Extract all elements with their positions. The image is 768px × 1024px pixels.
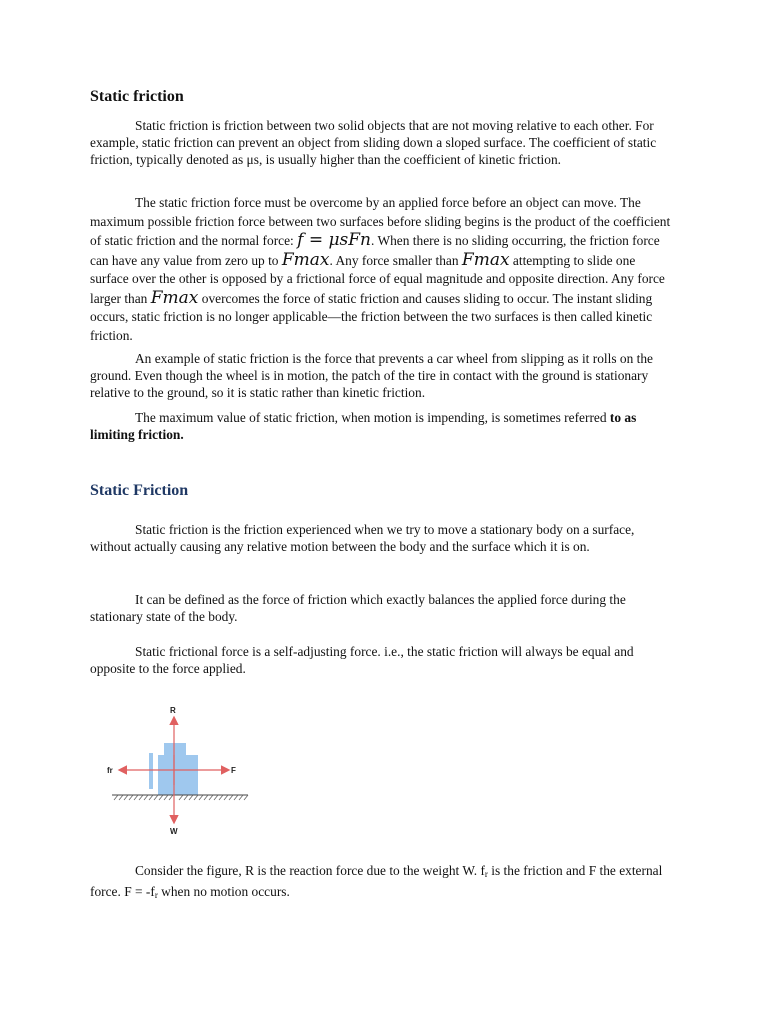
label-F: F	[231, 766, 236, 775]
paragraph-8	[90, 862, 675, 904]
section-title-static-friction: Static friction	[90, 88, 184, 105]
paragraph-1-text: Static friction is friction between two solid objects that are not moving relative to each other. For example, static friction can prevent an object from sliding down a sloped surface. The coefficient of static friction, typically denoted as μs, is usually higher than the coefficient of kinetic friction.	[90, 118, 657, 167]
block-left-bar	[149, 753, 153, 789]
paragraph-5	[90, 521, 675, 555]
ground-hatching	[114, 795, 248, 800]
paragraph-4-bold: to as limiting friction.	[90, 410, 637, 442]
section-title-static-friction-2: Static Friction	[90, 482, 189, 499]
subscript-r-1: r	[484, 869, 488, 879]
paragraph-6	[90, 591, 675, 625]
paragraph-3	[90, 350, 675, 401]
paragraph-2-text-e: overcomes the force of static friction and causes sliding to occur. The instant sliding occurs, static friction is no longer applicable—the friction between the two surfaces is then called kinetic friction.	[90, 290, 653, 343]
paragraph-2-text-c: . Any force smaller than	[329, 252, 459, 268]
paragraph-2-text-d: attempting to slide one surface over the other is opposed by a frictional force of equal magnitude and opposite direction. Any force larger than	[90, 252, 665, 306]
paragraph-8-text-a: Consider the figure, R is the reaction force due to the weight W. f	[135, 863, 485, 878]
paragraph-7	[90, 643, 675, 677]
force-diagram-svg	[100, 700, 260, 840]
paragraph-4-text-a: The maximum value of static friction, when motion is impending, is sometimes referred	[135, 410, 607, 425]
paragraph-5-text: Static friction is the friction experienced when we try to move a stationary body on a surface, without actually causing any relative motion between the body and the surface which it is on.	[90, 522, 635, 554]
block-body	[158, 755, 198, 795]
paragraph-3-text: An example of static friction is the force that prevents a car wheel from slipping as it rolls on the ground. Even though the wheel is in motion, the patch of the tire in contact with the ground is stationary relative to the ground, so it is static rather than kinetic friction.	[90, 351, 653, 400]
force-diagram	[100, 700, 260, 840]
fmax-symbol-3: Fmax	[150, 287, 199, 308]
paragraph-2-text-a: The static friction force must be overcome by an applied force before an object can move. The maximum possible friction force between two surfaces before sliding begins is the product of the coefficient of static friction and the normal force:	[90, 195, 671, 248]
fmax-symbol-1: Fmax	[281, 249, 330, 270]
paragraph-2-text-b: . When there is no sliding occurring, the friction force can have any value from zero up to	[90, 233, 660, 268]
fmax-symbol-2: Fmax	[461, 249, 510, 270]
label-fr: fr	[107, 766, 113, 775]
paragraph-1	[90, 117, 675, 168]
paragraph-7-text: Static frictional force is a self-adjusting force. i.e., the static friction will always be equal and opposite to the force applied.	[90, 644, 634, 676]
label-W: W	[170, 827, 178, 836]
paragraph-4	[90, 409, 675, 443]
friction-formula: f = μsFn	[297, 230, 371, 250]
block-top	[164, 743, 186, 755]
paragraph-8-text-b: is the friction and F the external force. F = -f	[90, 863, 663, 899]
paragraph-8-text-c: when no motion occurs.	[157, 884, 290, 899]
label-R: R	[170, 706, 176, 715]
paragraph-2	[90, 194, 675, 345]
paragraph-6-text: It can be defined as the force of friction which exactly balances the applied force during the stationary state of the body.	[90, 592, 626, 624]
subscript-r-2: r	[154, 890, 158, 900]
